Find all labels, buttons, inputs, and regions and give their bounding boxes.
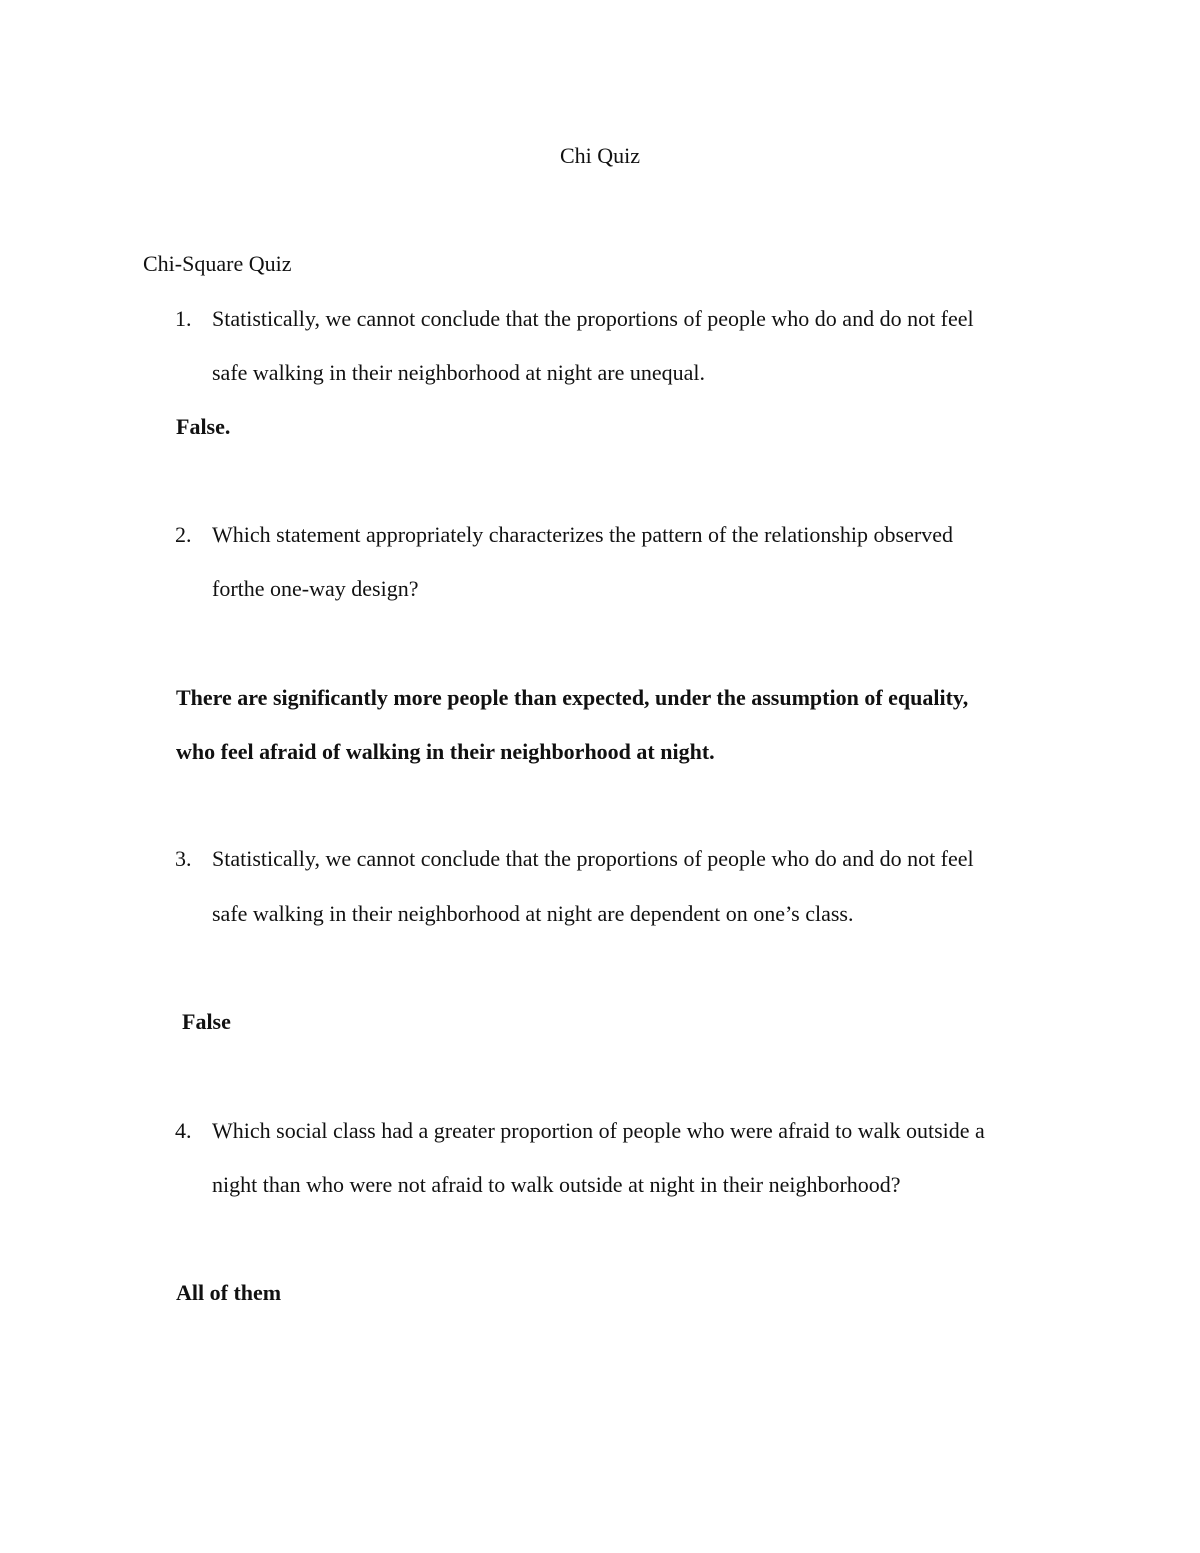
question-text-line: Statistically, we cannot conclude that the proportions of people who do and do not feel bbox=[212, 846, 974, 871]
quiz-heading: Chi-Square Quiz bbox=[143, 251, 292, 276]
answer-text: All of them bbox=[176, 1280, 282, 1305]
question-text-line: Which statement appropriately characterizes the pattern of the relationship observed bbox=[212, 522, 953, 547]
question-text-line: safe walking in their neighborhood at night are dependent on one’s class. bbox=[212, 901, 854, 926]
question-number: 2. bbox=[175, 522, 192, 547]
question-text-line: night than who were not afraid to walk outside at night in their neighborhood? bbox=[212, 1172, 901, 1197]
question-text-line: Statistically, we cannot conclude that the proportions of people who do and do not feel bbox=[212, 306, 974, 331]
answer-text: False bbox=[182, 1009, 231, 1034]
question-text-line: Which social class had a greater proportion of people who were afraid to walk outside a bbox=[212, 1118, 985, 1143]
page-title: Chi Quiz bbox=[559, 143, 641, 168]
answer-text: False. bbox=[176, 414, 231, 439]
question-text-line: safe walking in their neighborhood at night are unequal. bbox=[212, 360, 706, 385]
question-number: 1. bbox=[175, 306, 192, 331]
answer-text: There are significantly more people than expected, under the assumption of equality, bbox=[176, 685, 969, 710]
question-number: 4. bbox=[175, 1118, 192, 1143]
answer-text: who feel afraid of walking in their neighborhood at night. bbox=[176, 739, 715, 764]
question-number: 3. bbox=[175, 846, 192, 871]
question-text-line: forthe one-way design? bbox=[212, 576, 419, 601]
